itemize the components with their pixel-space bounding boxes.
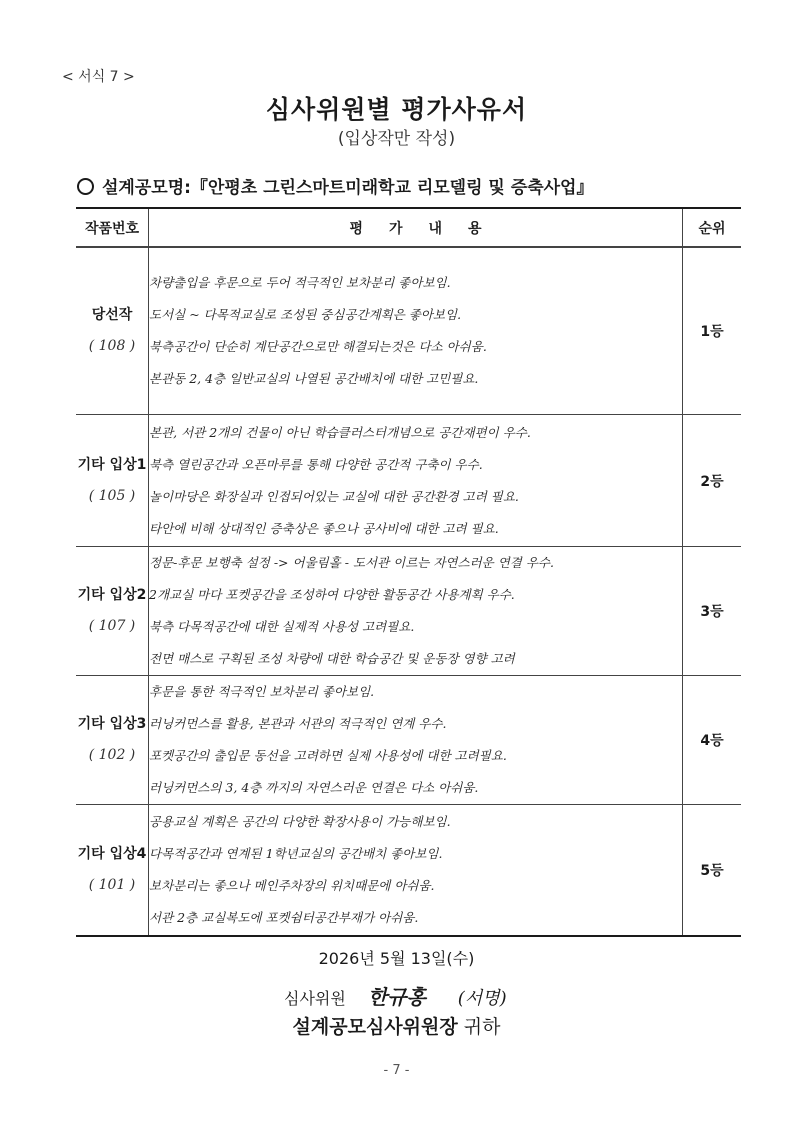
work-title: 기타 입상4 [77,846,147,862]
work-cell [76,247,149,415]
document-date: 2026년 5월 13일(수) [318,949,475,968]
evaluation-line: 정문-후문 보행축 설정 -> 어울림홀 - 도서관 이르는 자연스러운 연결 우수. [149,555,554,570]
addressee-suffix: 귀하 [463,1016,501,1038]
evaluation-line: 보차분리는 좋으나 메인주차장의 위치때문에 아쉬움. [149,878,435,893]
work-number: ( 105 ) [88,487,136,504]
evaluation-line: 차량출입을 후문으로 두어 적극적인 보차분리 좋아보임. [149,275,451,290]
evaluation-line: 서관 2층 교실복도에 포켓쉼터공간부재가 아쉬움. [149,910,419,925]
signer-signature: 한규홍 [367,985,426,1009]
table-row [76,247,741,415]
evaluation-line: 북측 열린공간과 오픈마루를 통해 다양한 공간적 구축이 우수. [149,456,483,472]
evaluation-content-cell [149,247,683,415]
work-cell [76,547,149,676]
work-number: ( 102 ) [88,747,136,763]
addressee-title: 설계공모심사위원장 [292,1016,458,1038]
contest-line [77,173,593,198]
work-number: ( 108 ) [88,338,136,354]
header-content: 평가내용 [149,208,683,247]
page-number: - 7 - [383,1063,410,1078]
evaluation-rows [76,247,741,936]
rank-cell: 2등 [683,415,742,547]
evaluation-line: 북측 다목적공간에 대한 실제적 사용성 고려필요. [149,619,415,634]
work-cell [76,805,149,937]
table-row [76,547,741,676]
document-subtitle: (입상작만 작성) [337,129,456,149]
evaluation-line: 러닝커먼스를 활용, 본관과 서관의 적극적인 연계 우수. [149,716,447,731]
rank-cell: 4등 [683,676,742,805]
evaluation-line: 북측공간이 단순히 계단공간으로만 해결되는것은 다소 아쉬움. [149,339,487,354]
evaluation-line: 본관동 2, 4층 일반교실의 나열된 공간배치에 대한 고민필요. [149,371,479,386]
contest-name: 『안평초 그린스마트미래학교 리모델링 및 증축사업』 [190,178,594,198]
addressee [0,1012,793,1039]
evaluation-line: 타안에 비해 상대적인 증축상은 좋으나 공사비에 대한 고려 필요. [149,520,499,536]
form-number: < 서식 7 > [62,69,135,85]
circle-bullet-icon [77,178,94,195]
rank-cell: 3등 [683,547,742,676]
evaluation-line: 공용교실 계획은 공간의 다양한 확장사용이 가능해보임. [149,814,451,829]
evaluation-line: 다목적공간과 연계된 1학년교실의 공간배치 좋아보임. [149,846,443,861]
evaluation-line: 전면 매스로 구획된 조성 차량에 대한 학습공간 및 운동장 영향 고려 [149,651,515,666]
signature-mark: (서명) [457,988,507,1009]
evaluation-line: 후문을 통한 적극적인 보차분리 좋아보임. [149,684,375,699]
evaluation-content-cell [149,805,683,937]
evaluation-line: 포켓공간의 출입문 동선을 고려하면 실제 사용성에 대한 고려필요. [149,748,507,763]
signer-line [284,981,507,1010]
evaluation-content-cell [149,415,683,547]
evaluation-content-cell [149,547,683,676]
evaluation-line: 2개교실 마다 포켓공간을 조성하여 다양한 활동공간 사용계획 우수. [149,587,515,602]
table-row [76,415,741,547]
header-rank: 순위 [683,208,742,247]
work-cell [76,676,149,805]
work-title: 기타 입상2 [77,587,147,603]
evaluation-line: 놀이마당은 화장실과 인접되어있는 교실에 대한 공간환경 고려 필요. [149,488,519,504]
work-title: 당선작 [91,307,133,323]
table-row [76,805,741,937]
work-number: ( 107 ) [88,618,136,634]
evaluation-line: 러닝커먼스의 3, 4층 까지의 자연스러운 연결은 다소 아쉬움. [149,780,479,795]
evaluation-table [76,207,741,937]
work-number: ( 101 ) [88,877,136,893]
work-title: 기타 입상1 [77,456,147,473]
work-title: 기타 입상3 [77,716,147,732]
rank-cell: 5등 [683,805,742,937]
rank-cell: 1등 [683,247,742,415]
table-row [76,676,741,805]
evaluation-line: 본관, 서관 2개의 건물이 아닌 학습클러스터개념으로 공간재편이 우수. [149,424,531,440]
document-title: 심사위원별 평가사유서 [265,95,528,124]
signer-label: 심사위원 [284,989,346,1008]
evaluation-content-cell [149,676,683,805]
work-cell [76,415,149,547]
evaluation-line: 도서실 ~ 다목적교실로 조성된 중심공간계획은 좋아보임. [149,307,462,322]
contest-label: 설계공모명: [102,178,191,198]
header-work-no: 작품번호 [76,208,149,247]
